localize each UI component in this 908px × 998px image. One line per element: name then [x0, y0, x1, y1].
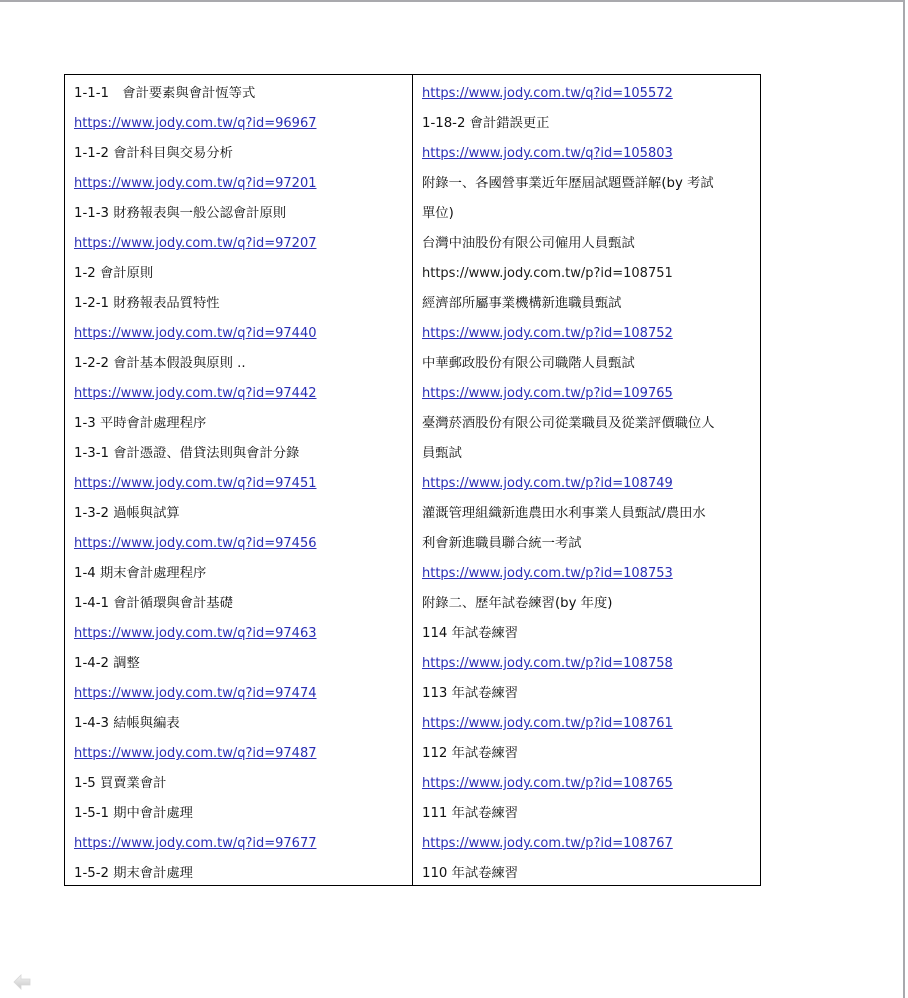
heading-1-3-1: 1-3-1 會計憑證、借貸法則與會計分錄 — [74, 446, 300, 461]
left-column — [65, 75, 413, 885]
link-97463[interactable]: https://www.jody.com.tw/q?id=97463 — [74, 626, 317, 641]
link-97440[interactable]: https://www.jody.com.tw/q?id=97440 — [74, 326, 317, 341]
link-105572[interactable]: https://www.jody.com.tw/q?id=105572 — [422, 86, 673, 101]
content-table — [64, 74, 761, 886]
heading-1-18-2: 1-18-2 會計錯誤更正 — [422, 116, 550, 131]
appendix-1-title-cont: 單位) — [422, 206, 454, 221]
heading-1-5-2: 1-5-2 期末會計處理 — [74, 866, 193, 881]
heading-1-3-2: 1-3-2 過帳與試算 — [74, 506, 180, 521]
heading-1-2-2: 1-2-2 會計基本假設與原則 .. — [74, 356, 246, 371]
heading-1-2: 1-2 會計原則 — [74, 266, 154, 281]
heading-year-112: 112 年試卷練習 — [422, 746, 519, 761]
heading-1-1-1: 1-1-1 會計要素與會計恆等式 — [74, 86, 256, 101]
heading-1-2-1: 1-2-1 財務報表品質特性 — [74, 296, 220, 311]
link-108765[interactable]: https://www.jody.com.tw/p?id=108765 — [422, 776, 673, 791]
heading-year-114: 114 年試卷練習 — [422, 626, 519, 641]
heading-1-3: 1-3 平時會計處理程序 — [74, 416, 207, 431]
heading-ttl-exam: 臺灣菸酒股份有限公司從業職員及從業評價職位人 — [422, 416, 715, 431]
link-108767[interactable]: https://www.jody.com.tw/p?id=108767 — [422, 836, 673, 851]
heading-1-1-2: 1-1-2 會計科目與交易分析 — [74, 146, 233, 161]
link-97474[interactable]: https://www.jody.com.tw/q?id=97474 — [74, 686, 317, 701]
appendix-1-title: 附錄一、各國營事業近年歷屆試題暨詳解(by 考試 — [422, 176, 714, 191]
link-97451[interactable]: https://www.jody.com.tw/q?id=97451 — [74, 476, 317, 491]
appendix-2-title: 附錄二、歷年試卷練習(by 年度) — [422, 596, 613, 611]
heading-year-111: 111 年試卷練習 — [422, 806, 519, 821]
heading-irrigation-exam-cont: 利會新進職員聯合統一考試 — [422, 536, 582, 551]
link-97487[interactable]: https://www.jody.com.tw/q?id=97487 — [74, 746, 317, 761]
link-108761[interactable]: https://www.jody.com.tw/p?id=108761 — [422, 716, 673, 731]
heading-year-113: 113 年試卷練習 — [422, 686, 519, 701]
right-column — [413, 75, 760, 885]
link-108752[interactable]: https://www.jody.com.tw/p?id=108752 — [422, 326, 673, 341]
link-108753[interactable]: https://www.jody.com.tw/p?id=108753 — [422, 566, 673, 581]
link-97677[interactable]: https://www.jody.com.tw/q?id=97677 — [74, 836, 317, 851]
heading-post-exam: 中華郵政股份有限公司職階人員甄試 — [422, 356, 635, 371]
url-108751: https://www.jody.com.tw/p?id=108751 — [422, 266, 673, 281]
link-97201[interactable]: https://www.jody.com.tw/q?id=97201 — [74, 176, 317, 191]
link-97456[interactable]: https://www.jody.com.tw/q?id=97456 — [74, 536, 317, 551]
link-109765[interactable]: https://www.jody.com.tw/p?id=109765 — [422, 386, 673, 401]
heading-year-110: 110 年試卷練習 — [422, 866, 519, 881]
heading-1-1-3: 1-1-3 財務報表與一般公認會計原則 — [74, 206, 287, 221]
heading-1-4-2: 1-4-2 調整 — [74, 656, 140, 671]
link-105803[interactable]: https://www.jody.com.tw/q?id=105803 — [422, 146, 673, 161]
heading-cpc-exam: 台灣中油股份有限公司僱用人員甄試 — [422, 236, 635, 251]
heading-1-4: 1-4 期末會計處理程序 — [74, 566, 207, 581]
heading-1-4-1: 1-4-1 會計循環與會計基礎 — [74, 596, 233, 611]
link-108758[interactable]: https://www.jody.com.tw/p?id=108758 — [422, 656, 673, 671]
heading-1-5-1: 1-5-1 期中會計處理 — [74, 806, 193, 821]
heading-1-4-3: 1-4-3 結帳與編表 — [74, 716, 180, 731]
link-96967[interactable]: https://www.jody.com.tw/q?id=96967 — [74, 116, 317, 131]
back-arrow-icon[interactable] — [12, 972, 32, 992]
heading-ttl-exam-cont: 員甄試 — [422, 446, 462, 461]
link-97207[interactable]: https://www.jody.com.tw/q?id=97207 — [74, 236, 317, 251]
heading-moea-exam: 經濟部所屬事業機構新進職員甄試 — [422, 296, 622, 311]
heading-1-5: 1-5 買賣業會計 — [74, 776, 167, 791]
link-97442[interactable]: https://www.jody.com.tw/q?id=97442 — [74, 386, 317, 401]
link-108749[interactable]: https://www.jody.com.tw/p?id=108749 — [422, 476, 673, 491]
heading-irrigation-exam: 灌溉管理組織新進農田水利事業人員甄試/農田水 — [422, 506, 706, 521]
